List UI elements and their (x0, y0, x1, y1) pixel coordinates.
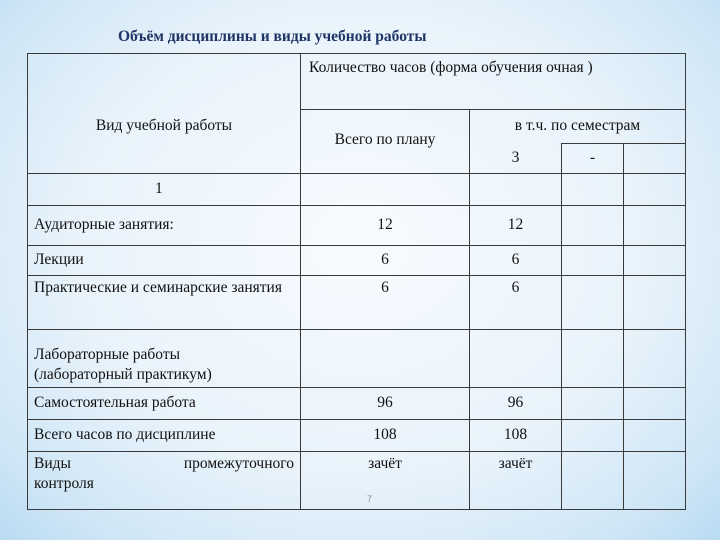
row-total: 6 (301, 246, 470, 276)
control-label-part3: контроля (34, 475, 94, 493)
table-row (28, 276, 686, 330)
slide-title: Объём дисциплины и виды учебной работы (118, 28, 427, 45)
empty-cell (624, 420, 686, 452)
table-row-control (28, 452, 686, 510)
row-label: Лекции (28, 246, 301, 276)
row-label: Практические и семинарские занятия (28, 276, 301, 330)
empty-cell (301, 174, 470, 206)
empty-cell (562, 330, 624, 388)
header-semester-2: - (562, 144, 624, 174)
row-semester-value (470, 330, 562, 388)
empty-cell (624, 206, 686, 246)
table-row (28, 388, 686, 420)
empty-cell (470, 174, 562, 206)
header-hours-group: Количество часов (форма обучения очная ) (301, 54, 686, 110)
header-semester-1: 3 (470, 144, 562, 174)
table-row (28, 330, 686, 388)
row-total: 108 (301, 420, 470, 452)
table-row (28, 420, 686, 452)
row-label: Всего часов по дисциплине (28, 420, 301, 452)
workload-table (27, 53, 686, 510)
row-label: Лабораторные работы (лабораторный практикум) (28, 330, 301, 388)
empty-cell (624, 246, 686, 276)
header-semester-empty (624, 144, 686, 174)
empty-cell (562, 246, 624, 276)
empty-cell (562, 276, 624, 330)
table-row (28, 206, 686, 246)
row-total: 12 (301, 206, 470, 246)
empty-cell (624, 388, 686, 420)
row-semester-value: 108 (470, 420, 562, 452)
empty-cell (624, 276, 686, 330)
header-total-plan: Всего по плану (301, 110, 470, 174)
row-total: зачёт (301, 452, 470, 510)
control-label-part1: Виды (34, 455, 71, 472)
page-number: 7 (367, 494, 373, 504)
empty-cell (624, 452, 686, 510)
empty-cell (624, 174, 686, 206)
row-total: 6 (301, 276, 470, 330)
row-label: Самостоятельная работа (28, 388, 301, 420)
row-semester-value: 6 (470, 276, 562, 330)
empty-cell (562, 388, 624, 420)
row-semester-value: 96 (470, 388, 562, 420)
row-semester-value: 6 (470, 246, 562, 276)
table-row (28, 246, 686, 276)
empty-cell (562, 174, 624, 206)
empty-cell (562, 206, 624, 246)
control-label-part2: промежуточного (183, 455, 294, 472)
empty-cell (624, 330, 686, 388)
empty-cell (562, 420, 624, 452)
row-semester-value: зачёт (470, 452, 562, 510)
row-label-control (28, 452, 301, 510)
header-semesters: в т.ч. по семестрам (470, 110, 686, 144)
row-semester-value: 12 (470, 206, 562, 246)
row-total (301, 330, 470, 388)
empty-cell (562, 452, 624, 510)
header-work-type: Вид учебной работы (28, 54, 301, 174)
row-label: Аудиторные занятия: (28, 206, 301, 246)
column-number-cell: 1 (28, 174, 301, 206)
row-total: 96 (301, 388, 470, 420)
